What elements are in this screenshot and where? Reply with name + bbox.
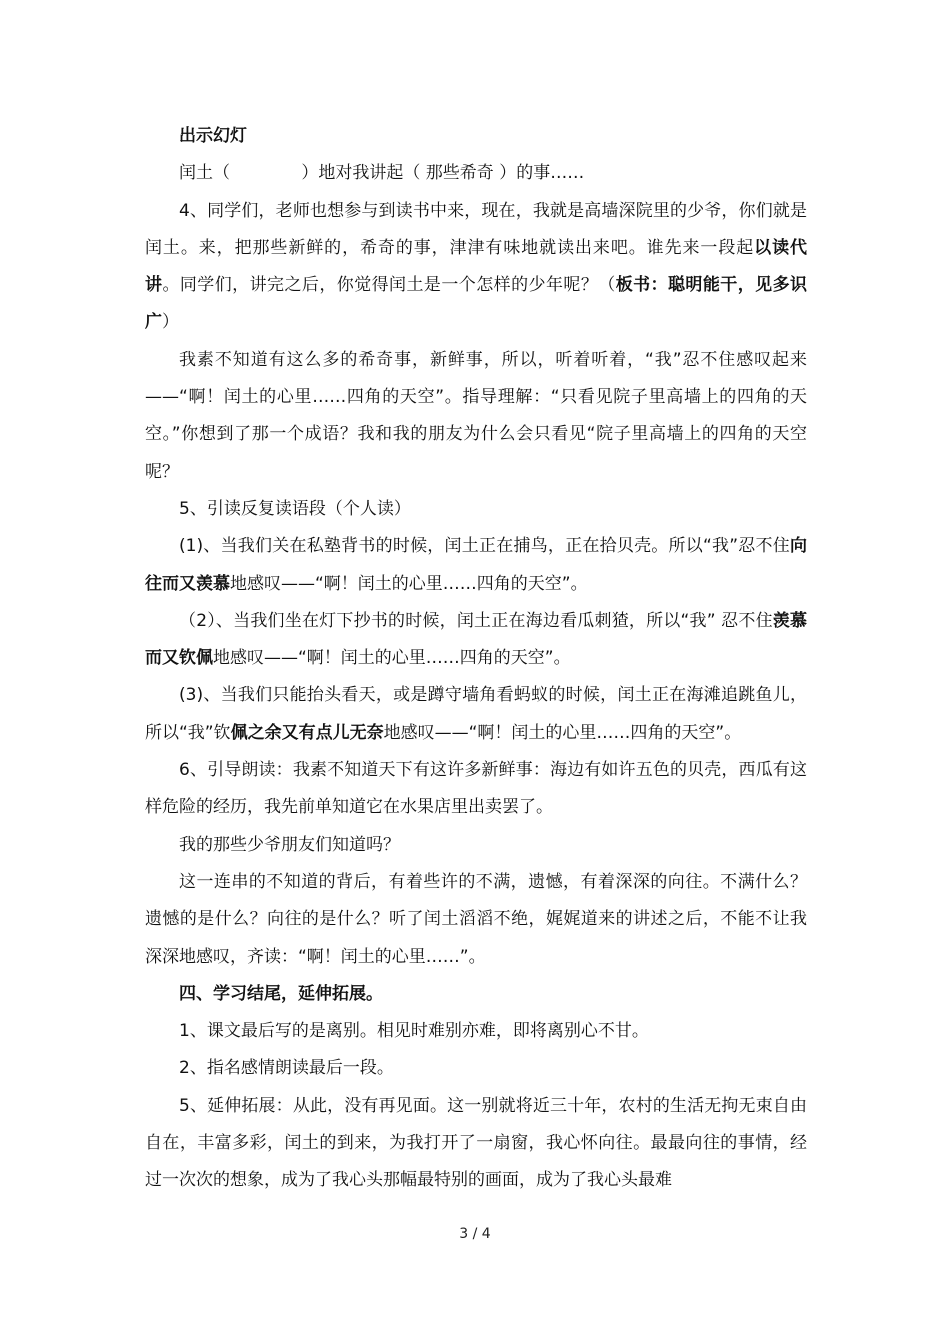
reading-2-tail: 地感叹——“啊！闰土的心里……四角的天空”。	[213, 648, 571, 669]
fill-blank-suffix: ）地对我讲起（ 那些希奇 ）的事……	[301, 163, 585, 184]
fill-blank-prefix: 闰土（	[179, 163, 230, 184]
paragraph-step-4	[145, 193, 807, 342]
paragraph-reading-1	[145, 528, 807, 603]
paragraph-reflection: 这一连串的不知道的背后，有着些许的不满，遗憾，有着深深的向往。不满什么？遗憾的是什么？向往的是什么？听了闰土滔滔不绝，娓娓道来的讲述之后，不能不让我深深地感叹，齐读：“啊！闰土的心里……”。	[145, 871, 807, 967]
step-4-board-note: 板书：聪明能干，见多识广	[145, 275, 808, 333]
reading-2-text: （2）、当我们坐在灯下抄书的时候，闰土正在海边看瓜刺猹，所以“我” 忍不住	[179, 610, 773, 631]
reading-1-tail: 地感叹——“啊！闰土的心里……四角的天空”。	[230, 573, 588, 594]
step-4-text: 4、同学们，老师也想参与到读书中来，现在，我就是高墙深院里的少爷，你们就是闰土。来，把那些新鲜的，希奇的事，津津有味地就读出来吧。谁先来一段起	[145, 200, 807, 258]
paragraph-reading-2	[145, 603, 807, 678]
step-4-question: 。同学们，讲完之后，你觉得闰土是一个怎样的少年呢？（	[162, 275, 616, 296]
reading-3-text: (3)、当我们只能抬头看天，或是蹲守墙角看蚂蚁的时候，闰土正在海滩追跳鱼儿，所以“我”钦	[145, 685, 807, 743]
paragraph-item-2: 2、指名感情朗读最后一段。	[179, 1058, 394, 1079]
paragraph-step-6: 6、引导朗读：我素不知道天下有这许多新鲜事：海边有如许五色的贝壳，西瓜有这样危险的经历，我先前单知道它在水果店里出卖罢了。	[145, 760, 807, 818]
page-number: 3 / 4	[459, 1226, 491, 1242]
step-4-close: ）	[162, 312, 179, 333]
reading-1-text: (1)、当我们关在私塾背书的时候，闰土正在捕鸟，正在拾贝壳。所以“我”忍不住	[179, 536, 790, 557]
reading-1-bold: 向往而又羡慕	[145, 536, 807, 594]
reading-3-bold: 佩之余又有点儿无奈	[230, 722, 384, 743]
paragraph-reading-3	[145, 677, 807, 752]
reading-3-tail: 地感叹——“啊！闰土的心里……四角的天空”。	[383, 722, 742, 743]
document-body	[145, 118, 807, 1200]
paragraph-item-5: 5、延伸拓展：从此，没有再见面。这一别就将近三十年，农村的生活无拘无束自由自在，丰富多彩，闰土的到来，为我打开了一扇窗，我心怀向往。最最向往的事情，经过一次次的想象，成为了我心头那幅最特别的画面，成为了我心头最难	[145, 1095, 807, 1191]
paragraph-step-5: 5、引读反复读语段（个人读）	[179, 498, 411, 519]
step-4-bold-method: 以读代讲	[145, 237, 808, 296]
slide-heading: 出示幻灯	[179, 126, 247, 146]
paragraph-understanding: 我素不知道有这么多的希奇事，新鲜事，所以，听着听着，“我”忍不住感叹起来——“啊！闰土的心里……四角的天空”。指导理解：“只看见院子里高墙上的四角的天空。”你想到了那一个成语？我和我的朋友为什么会只看见“院子里高墙上的四角的天空呢？	[145, 349, 807, 482]
section-heading-4: 四、学习结尾，延伸拓展。	[179, 983, 383, 1004]
reading-2-bold: 羡慕而又钦佩	[145, 610, 808, 669]
paragraph-item-1: 1、课文最后写的是离别。相见时难别亦难，即将离别心不甘。	[179, 1021, 649, 1042]
paragraph-question: 我的那些少爷朋友们知道吗？	[179, 834, 400, 855]
fill-blank-line	[145, 155, 807, 192]
